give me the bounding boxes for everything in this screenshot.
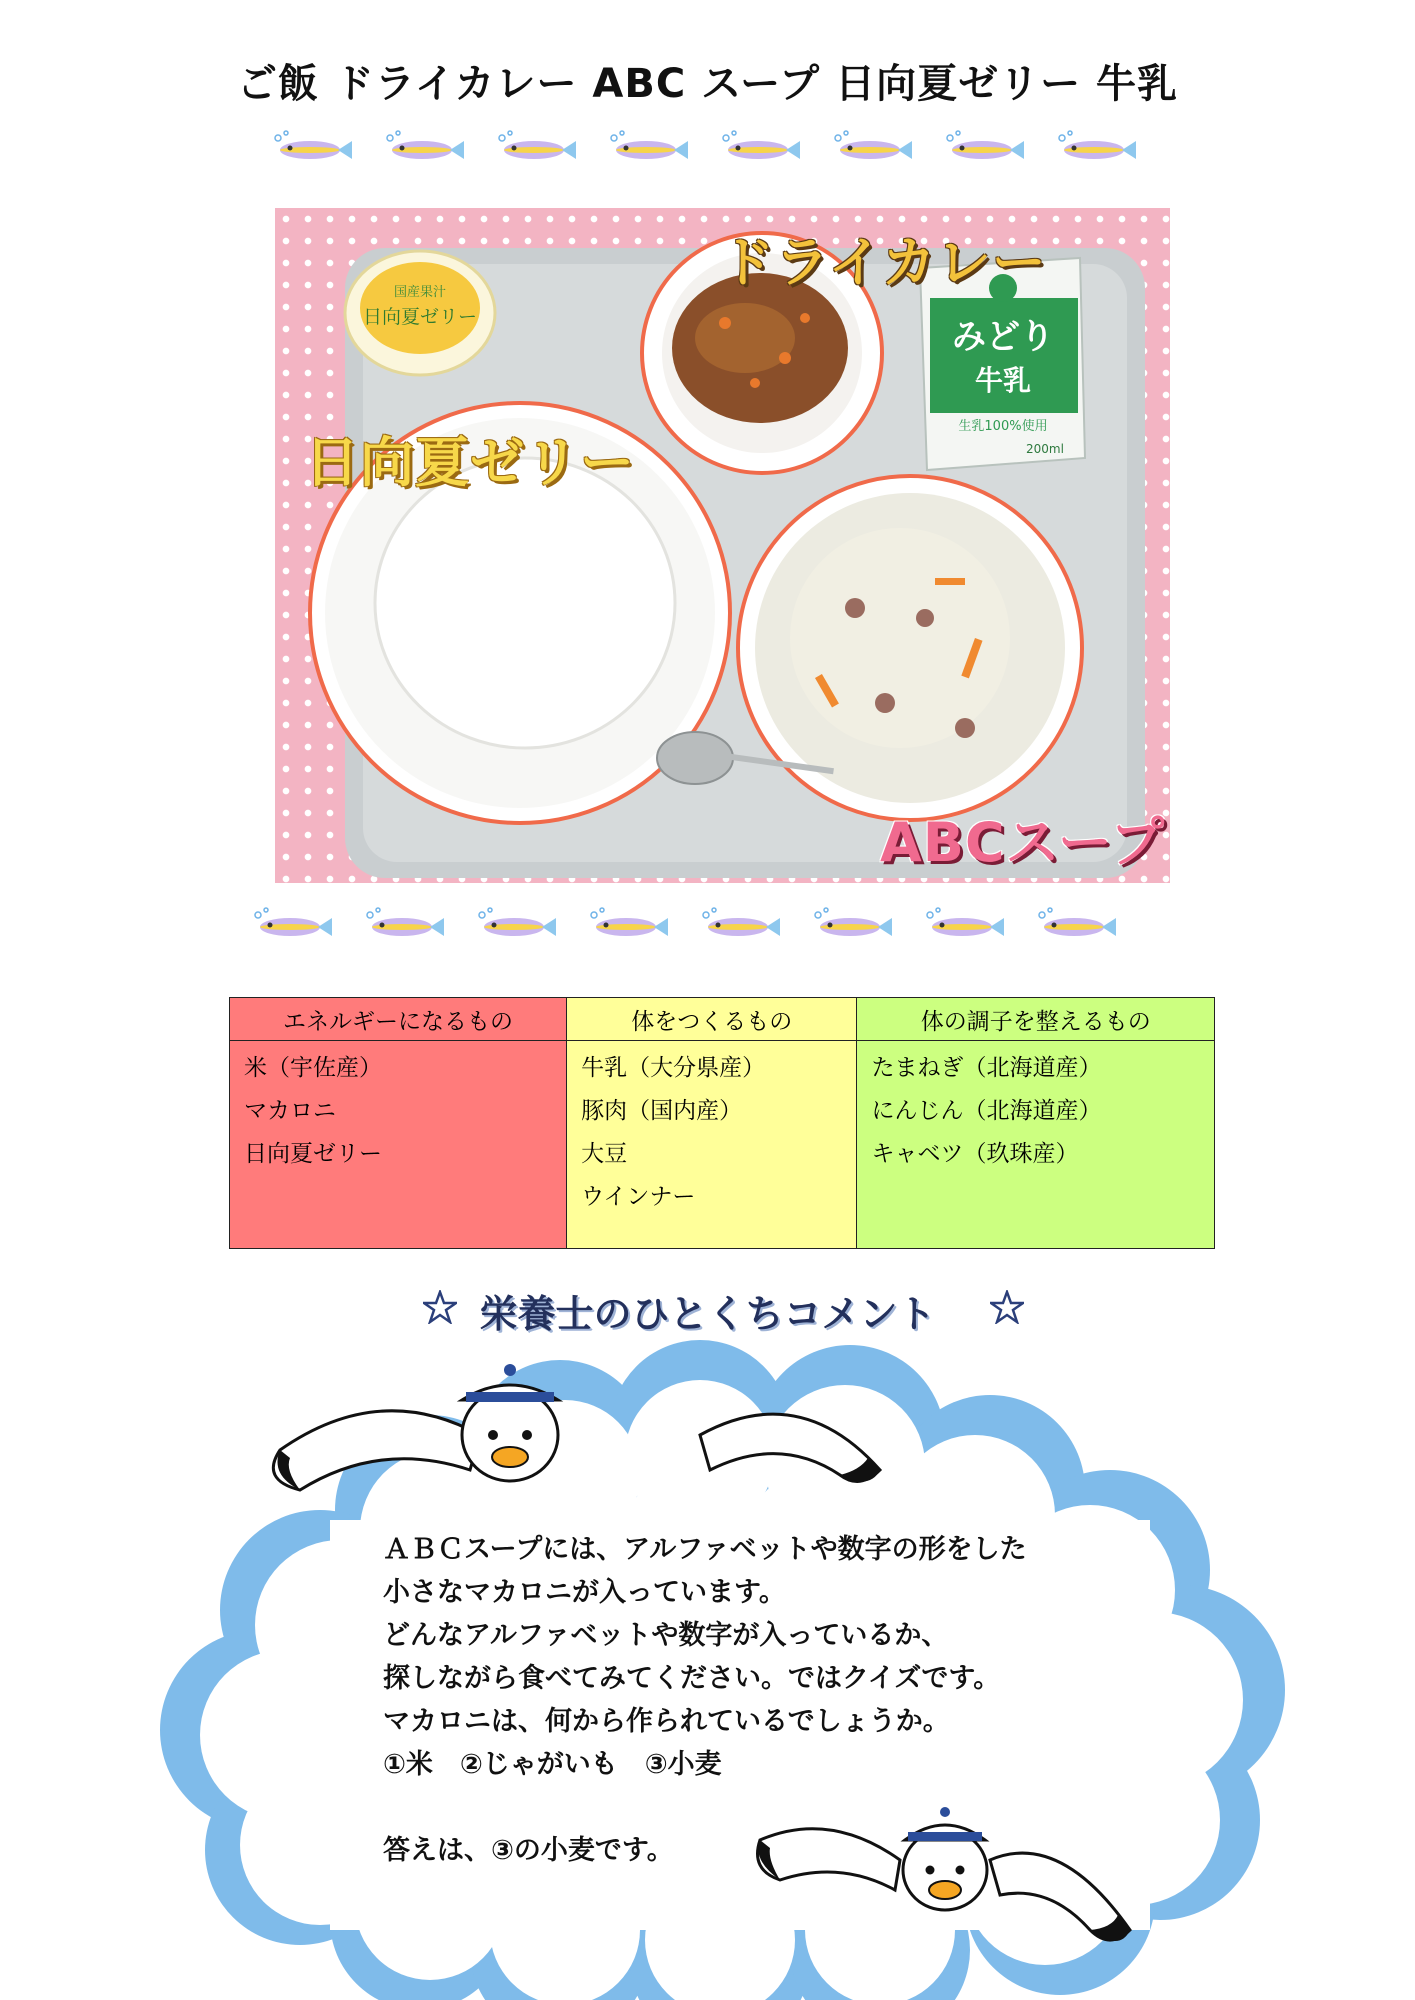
food-item: 大豆 [581,1141,628,1167]
header-body: 体をつくるもの [567,998,857,1041]
food-item: たまねぎ（北海道産） [871,1055,1102,1081]
spoon [657,732,733,784]
food-item: 豚肉（国内産） [581,1098,743,1124]
comment-body [383,1528,1143,1872]
condition-foods [857,1041,1215,1249]
lunch-tray-illustration [275,208,1170,883]
food-item: にんじん（北海道産） [871,1098,1102,1124]
comment-answer: 答えは、③の小麦です。 [383,1835,674,1866]
food-item: マカロニ [244,1098,336,1124]
menu-title: ご飯 ドライカレー ABC スープ 日向夏ゼリー 牛乳 [236,61,1179,107]
label-jelly: 日向夏ゼリー [305,431,635,494]
label-dry-curry: ドライカレー [720,231,1047,294]
fish-border-bottom [250,905,1150,945]
milk-sub: 生乳100%使用 [958,419,1048,434]
header-energy: エネルギーになるもの [230,998,567,1041]
jelly-cup-top: 国産果汁 [393,285,447,300]
milk-volume: 200ml [1026,442,1064,456]
lunch-photo [275,208,1170,883]
comment-line: ①米 ②じゃがいも ③小麦 [383,1749,722,1780]
energy-foods [230,1041,567,1249]
fish-border-top [270,128,1170,168]
food-group-table [229,997,1215,1249]
star-icon [990,1290,1024,1324]
milk-brand: みどり [952,317,1054,357]
milk-name: 牛乳 [974,364,1032,397]
comment-line: 探しながら食べてみてください。ではクイズです。 [383,1663,1001,1694]
food-item: 日向夏ゼリー [244,1141,382,1167]
header-condition: 体の調子を整えるもの [857,998,1215,1041]
body-foods [567,1041,857,1249]
food-item: ウインナー [581,1184,696,1210]
food-item: キャベツ（玖珠産） [871,1141,1079,1167]
comment-line: どんなアルファベットや数字が入っているか、 [383,1620,949,1651]
comment-line: 小さなマカロニが入っています。 [383,1577,786,1608]
jelly-cup-text: 日向夏ゼリー [362,306,478,328]
food-item: 米（宇佐産） [244,1055,382,1081]
food-item: 牛乳（大分県産） [581,1055,766,1081]
comment-line: ＡＢＣスープには、アルファベットや数字の形をした [383,1534,1027,1565]
comment-title: 栄養士のひとくちコメント [479,1292,936,1336]
comment-line: マカロニは、何から作られているでしょうか。 [383,1706,950,1737]
label-abc-soup: ABCスープ [880,811,1166,874]
